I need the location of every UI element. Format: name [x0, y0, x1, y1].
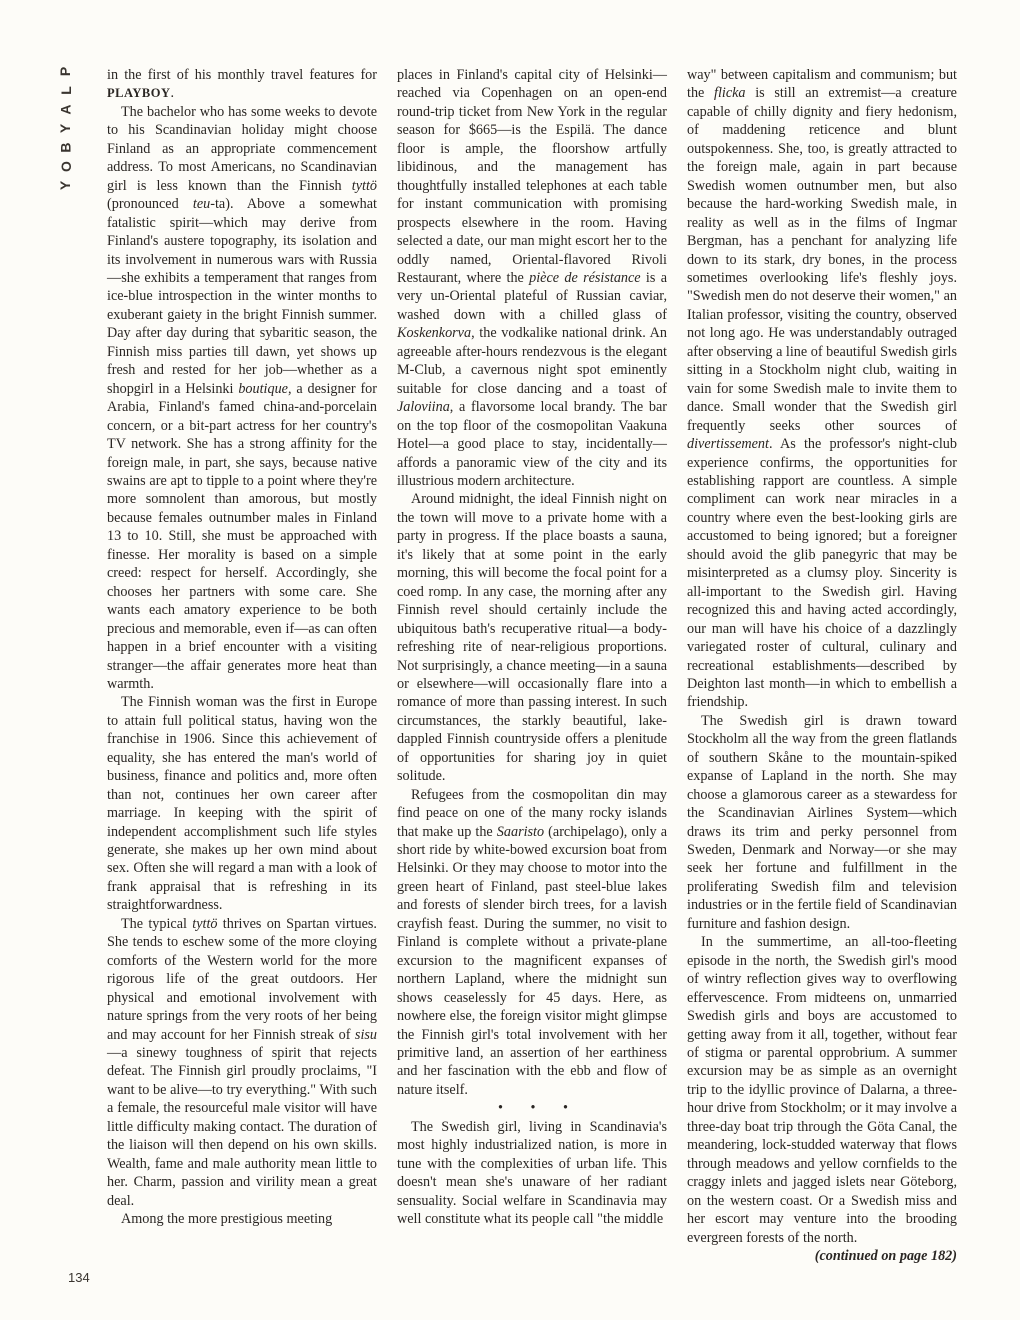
- paragraph: Refugees from the cosmopolitan din may find peace on one of the many rocky islands that make up the Saaristo (archipelago), only a short ride by white-bowed excursion boat from Helsinki. Or they may choose to motor into the green heart of Finland, past steel-blue lakes and forests of slender birch trees, for a lavish crayfish feast. During the summer, no visit to Finland is complete without a private-plane excursion to the magnificent expanses of northern Lapland, where the midnight sun shows ceaselessly for 45 days. Here, as nowhere else, the foreign visitor might glimpse the Finnish girl's total involvement with her primitive land, an assertion of her earthiness and her fascination with the ebb and flow of nature itself.: [397, 786, 667, 1098]
- masthead-letter-b: B: [57, 142, 74, 153]
- column-2: [397, 66, 667, 1229]
- paragraph: The typical tyttö thrives on Spartan virtues. She tends to eschew some of the more cloying comforts of the Western world for the more rigorous life of the great outdoors. Her physical and emotional involvement with nature springs from the very roots of her being and may account for her Finnish streak of sisu—a sinewy toughness of spirit that rejects defeat. The Finnish girl proudly proclaims, "I want to be alive—to try everything." With such a female, the resourceful male visitor will have little difficulty making contact. The duration of the liaison will then depend on his own skills. Wealth, fame and male authority mean little to her. Charm, passion and virility mean a great deal.: [107, 915, 377, 1209]
- masthead-letter-y: Y: [57, 123, 74, 134]
- paragraph: The Swedish girl, living in Scandinavia's most highly industrialized nation, is more in tune with the complexities of urban life. This doesn't mean she's unaware of her radiant sensuality. Social welfare in Scandinavia may well constitute what its people call "the middle: [397, 1118, 667, 1228]
- masthead-letter-p: P: [57, 66, 74, 77]
- continued-note: (continued on page 182): [814, 1248, 957, 1264]
- column-3: [687, 66, 957, 1265]
- masthead-letter-o: O: [57, 161, 74, 172]
- paragraph: in the first of his monthly travel features for PLAYBOY.: [107, 67, 377, 102]
- page-number: 134: [68, 1270, 90, 1285]
- masthead: [54, 62, 78, 195]
- paragraph: The bachelor who has some weeks to devote to his Scandinavian holiday might choose Finland as an appropriate commencement address. To most Americans, no Scandinavian girl is less known than the Finnish tyttö (pronounced teu-ta). Above a somewhat fatalistic spirit—which may derive from Finland's austere topography, its isolation and its involvement in numerous wars with Russia—she exhibits a temperament that ranges from ice-blue introspection in the winter months to exuberant gaiety in the bright Finnish summer. Day after day during that sybaritic season, the Finnish miss parties till dawn, yet shows up fresh and rested for her job—whether as a shopgirl in a Helsinki boutique, a designer for Arabia, Finland's famed china-and-porcelain concern, or a bit-part actress for her country's TV network. She has a strong affinity for the foreign male, in part, she says, because native swains are apt to tipple to a point where they're more somnolent than amorous, but mostly because females outnumber males in Finland 13 to 10. Still, she must be approached with finesse. Her morality is based on a simple creed: respect for herself. Accordingly, she chooses her partners with some care. She wants each amatory experience to be both precious and memorable, even if—as can often happen in a brief encounter with a visiting stranger—the affair generates more heat than warmth.: [107, 103, 378, 692]
- paragraph: The Swedish girl is drawn toward Stockholm all the way from the green flatlands of southern Skåne to the mountain-spiked expanse of Lapland in the north. She may choose a glamorous career as a stewardess for the Scandinavian Airlines System—which draws its trim and perky personnel from Sweden, Denmark and Norway—or she may seek her fortune and fulfillment in the proliferating Swedish film and television industries or in the fertile field of Scandinavian furniture and fashion design.: [687, 712, 957, 932]
- masthead-letter-y2: Y: [57, 180, 74, 191]
- column-1: [107, 66, 377, 1229]
- masthead-letter-a: A: [57, 104, 74, 115]
- paragraph: In the summertime, an all-too-fleeting episode in the north, the Swedish girl's mood of wintry reflection gives way to overflowing effervescence. From midteens on, unmarried Swedish girls and boys are accustomed to getting away from it all, together, without fear of stigma or parental opprobrium. A summer excursion may be as simple as an overnight trip to the idyllic province of Dalarna, a three-hour drive from Stockholm; or it may involve a three-day boat trip through the Göta Canal, the meandering, lock-studded waterway that flows through meadows and yellow cornfields to the craggy inlets and jagged islets near Göteborg, on the western coast. Or a Swedish miss and her escort may venture into the brooding evergreen forests of the north.: [687, 934, 957, 1246]
- paragraph: Among the more prestigious meeting: [121, 1211, 333, 1228]
- paragraph: way" between capitalism and communism; but the flicka is still an extremist—a creature capable of chilly dignity and fiery hedonism, of maddening reticence and blunt outspokenness. She, too, is greatly attracted to the foreign male, again in part because Swedish women outnumber men, but also because the hard-working Swedish male, in reality as well as in the films of Ingmar Bergman, has a penchant for analyzing life down to its stark, dry bones, in the process sometimes overlooking life's fleshly joys. "Swedish men do not deserve their women," an Italian professor, visiting the country, observed not long ago. He was understandably outraged after observing a line of beautiful Swedish girls sitting in a Stockholm night club, waiting in vain for some Swedish male to invite them to dance. Small wonder that the Swedish girl frequently seeks other sources of divertissement. As the professor's night-club experience confirms, the opportunities for establishing rapport are countless. A simple compliment can work near miracles in a country where even the best-looking girls are accustomed to being ignored; but a foreigner should avoid the glib panegyric that may be misinterpreted as a clumsy ploy. Sincerity is all-important to the Swedish girl. Having recognized this and having acted accordingly, our man will have his choice of a dazzlingly variegated roster of cultural, culinary and recreational establishments—described by Deighton last month—in which to embellish a friendship.: [687, 67, 957, 711]
- section-break: • • •: [498, 1100, 580, 1117]
- paragraph: Around midnight, the ideal Finnish night on the town will move to a private home with a party in progress. If the place boasts a sauna, it's likely that at some point in the early morning, this will become the focal point for a coed romp. In any case, the morning after any Finnish revel should certainly include the ubiquitous bath's recuperative ritual—a body-refreshing rite of near-religious proportions. Not surprisingly, a chance meeting—in a sauna or elsewhere—will occasionally flare into a romance of more than passing interest. In such circumstances, the starkly beautiful, lake-dappled Finnish countryside offers a plenitude of opportunities for sharing joy in quiet solitude.: [397, 491, 667, 785]
- paragraph: The Finnish woman was the first in Europe to attain full political status, having won the franchise in 1906. Since this achievement of equality, she has entered the man's world of business, finance and politics and, more often than not, continues her own career after marriage. In keeping with the spirit of independent accomplishment such life styles generate, she makes up her own mind about sex. Often she will regard a man with a look of frank appraisal that is refreshing in its straightforwardness.: [107, 694, 377, 914]
- masthead-letter-l: L: [57, 86, 74, 95]
- paragraph: places in Finland's capital city of Helsinki—reached via Copenhagen on an open-end round-trip ticket from New York in the regular season for $665—is the Espilä. The dance floor is ample, the floorshow artfully libidinous, and the management has thoughtfully installed telephones at each table for instant communication with promising prospects elsewhere in the room. Having selected a date, our man might escort her to the oddly named, Oriental-flavored Rivoli Restaurant, where the pièce de résistance is a very un-Oriental plateful of Russian caviar, washed down with a chilled glass of Koskenkorva, the vodkalike national drink. An agreeable after-hours rendezvous is the elegant M-Club, a cavernous night spot eminently suitable for close dancing and a toast of Jaloviina, a flavorsome local brandy. The bar on the top floor of the cosmopolitan Vaakuna Hotel—a good place to stay, incidentally—affords a panoramic view of the city and its illustrious modern architecture.: [397, 67, 667, 489]
